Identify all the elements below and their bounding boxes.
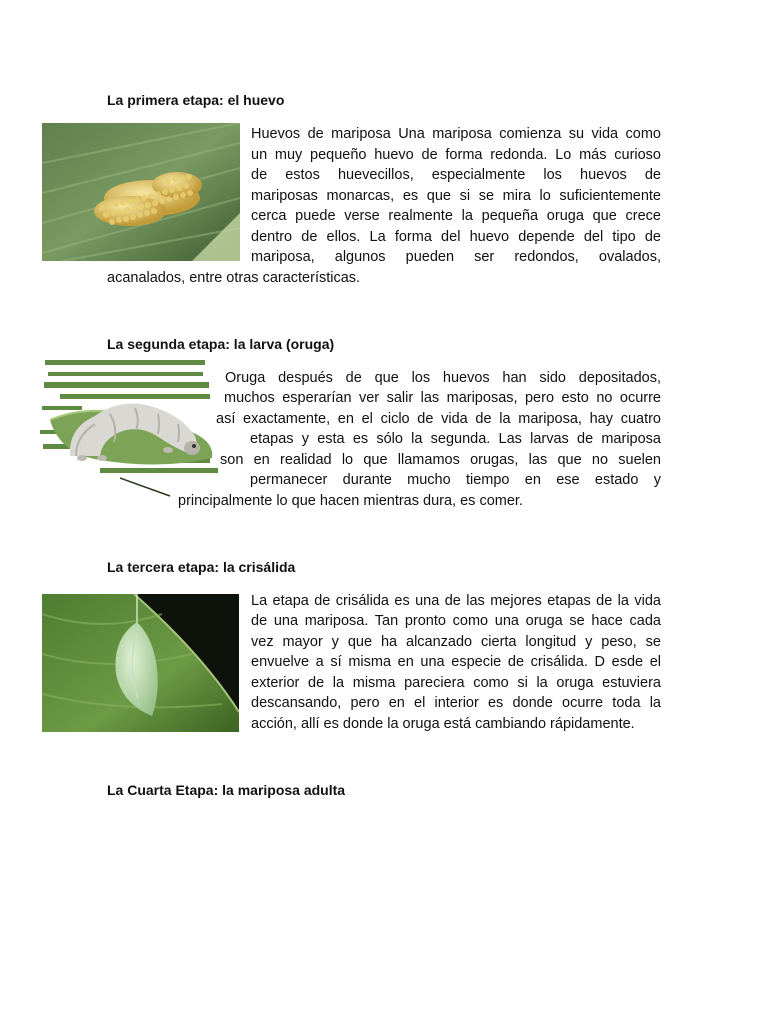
- text-line: mariposas monarcas, es que si se mira lo suficientemente: [251, 188, 661, 204]
- section-heading-chrysalis: La tercera etapa: la crisálida: [107, 559, 296, 575]
- text-line: principalmente lo que hacen mientras dura, es comer.: [178, 493, 523, 509]
- eggs-image: [42, 123, 240, 261]
- text-line: Oruga después de que los huevos han sido depositados,: [225, 370, 661, 386]
- caterpillar-image: [40, 358, 218, 500]
- butterfly-eggs-image: [42, 123, 240, 261]
- text-line: cerca puede verse realmente la pequeña oruga que crece: [251, 208, 661, 224]
- chrysalis-picture: [42, 594, 239, 732]
- text-line: mariposa, algunos pueden ser redondos, ovalados,: [251, 249, 661, 265]
- text-line: descansando, pero en el interior es donde ocurre toda la: [251, 695, 661, 711]
- text-line: un muy pequeño huevo de forma redonda. Lo más curioso: [251, 147, 661, 163]
- chrysalis-image: [42, 594, 239, 732]
- text-line: son en realidad lo que llamamos orugas, las que no suelen: [220, 452, 661, 468]
- caterpillar-picture: [40, 358, 218, 500]
- text-line: de estos huevecillos, especialmente los huevos de: [251, 167, 661, 183]
- text-line: La etapa de crisálida es una de las mejores etapas de la vida: [251, 593, 661, 609]
- text-line: Huevos de mariposa Una mariposa comienza su vida como: [251, 126, 661, 142]
- text-line: envuelve a sí misma en una especie de crisálida. D esde el: [251, 654, 661, 670]
- text-line: de una mariposa. Tan pronto como una oruga se hace cada: [251, 613, 661, 629]
- text-line: exterior de la misma pareciera como si la oruga estuviera: [251, 675, 661, 691]
- text-line: permanecer durante mucho tiempo en ese estado y: [250, 472, 661, 488]
- text-line: acanalados, entre otras características.: [107, 270, 361, 286]
- text-line: así exactamente, en el ciclo de vida de la mariposa, hay cuatro: [216, 411, 661, 427]
- text-line: vez mayor y que ha alcanzado cierta longitud y peso, se: [251, 634, 661, 650]
- text-line: muchos esperarían ver salir las mariposas, pero esto no ocurre: [224, 390, 661, 406]
- section-heading-adult: La Cuarta Etapa: la mariposa adulta: [107, 782, 346, 798]
- section-heading-larva: La segunda etapa: la larva (oruga): [107, 336, 335, 352]
- text-line: acción, allí es donde la oruga está cambiando rápidamente.: [251, 716, 635, 732]
- section-heading-egg: La primera etapa: el huevo: [107, 92, 285, 108]
- text-line: etapas y esta es sólo la segunda. Las larvas de mariposa: [250, 431, 661, 447]
- text-line: dentro de ellos. La forma del huevo depende del tipo de: [251, 229, 661, 245]
